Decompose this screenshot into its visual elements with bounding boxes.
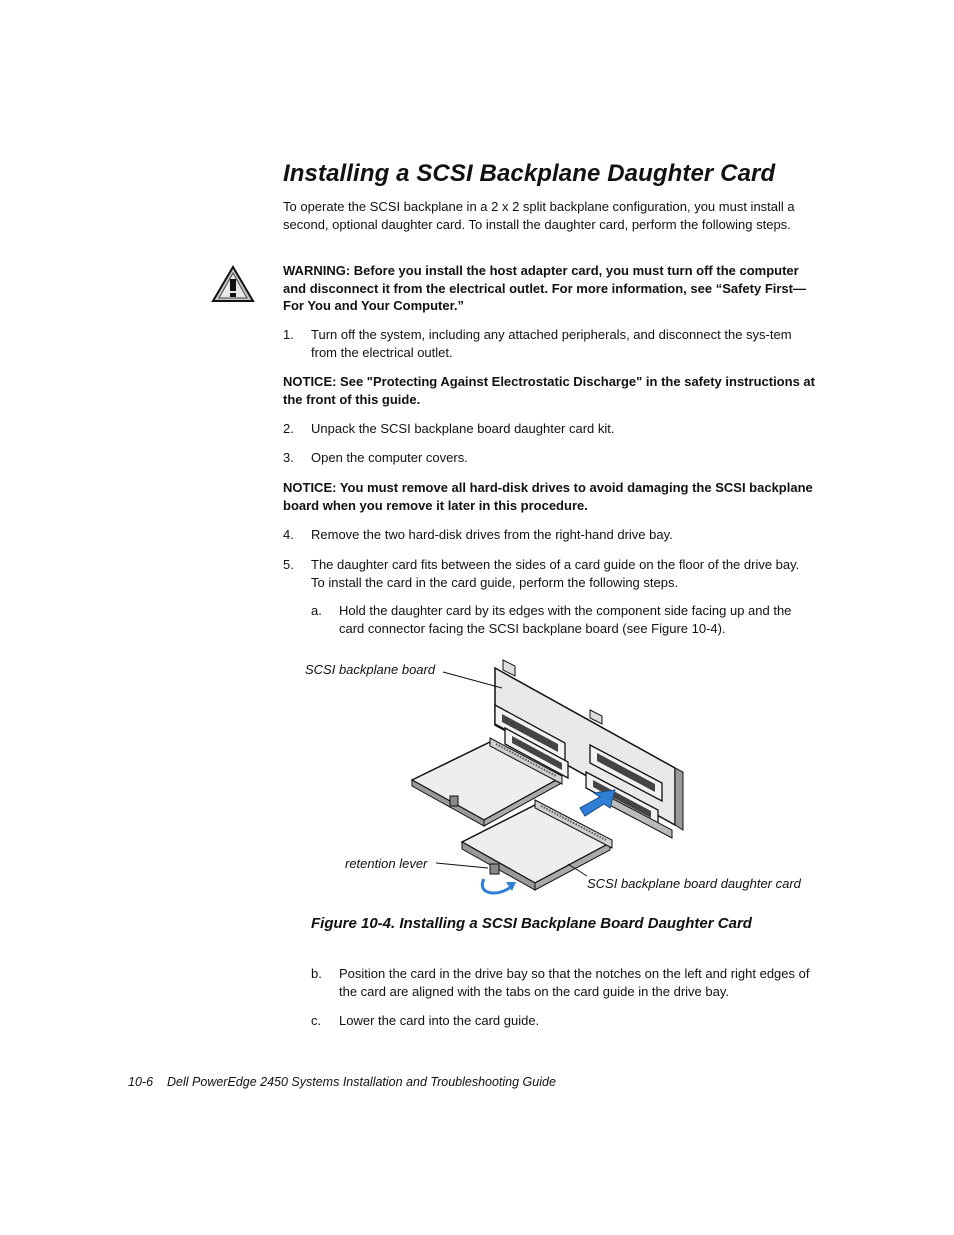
notice-drives: NOTICE: You must remove all hard-disk drives to avoid damaging the SCSI backplane board when you remove it later in this procedure.	[283, 480, 813, 513]
step-number: c.	[311, 1013, 322, 1028]
step-text: Position the card in the drive bay so that the notches on the left and right edges of the card are aligned with the tabs on the card guide in the drive bay.	[339, 966, 810, 999]
step-text: Hold the daughter card by its edges with the component side facing up and the card connector facing the SCSI backplane board (see Figure 10-4).	[339, 603, 792, 636]
step-text: The daughter card fits between the sides of a card guide on the floor of the drive bay. To install the card in the card guide, perform the following steps.	[311, 557, 800, 590]
page-number: 10-6	[128, 1075, 154, 1089]
figure-caption: Figure 10-4. Installing a SCSI Backplane Board Daughter Card	[311, 915, 752, 932]
step-number: 1.	[283, 327, 294, 342]
label-retention-lever: retention lever	[345, 856, 428, 871]
step-number: 5.	[283, 557, 294, 572]
page-footer	[128, 1075, 556, 1089]
footer-title: Dell PowerEdge 2450 Systems Installation and Troubleshooting Guide	[167, 1075, 556, 1089]
warning-text: WARNING: Before you install the host adapter card, you must turn off the computer and disconnect it from the electrical outlet. For more information, see “Safety First—For You and Your Computer.”	[283, 263, 806, 313]
page-title: Installing a SCSI Backplane Daughter Card	[283, 160, 776, 187]
step-text: Remove the two hard-disk drives from the right-hand drive bay.	[311, 527, 673, 542]
label-backplane-board: SCSI backplane board	[305, 662, 436, 677]
step-text: Unpack the SCSI backplane board daughter card kit.	[311, 421, 615, 436]
intro-paragraph: To operate the SCSI backplane in a 2 x 2 split backplane configuration, you must install a second, optional daughter card. To install the daughter card, perform the following steps.	[283, 199, 795, 232]
step-text: Lower the card into the card guide.	[339, 1013, 540, 1028]
notice-esd: NOTICE: See "Protecting Against Electrostatic Discharge" in the safety instructions at the front of this guide.	[283, 374, 815, 407]
step-text: Open the computer covers.	[311, 450, 468, 465]
step-number: 2.	[283, 421, 294, 436]
label-daughter-card: SCSI backplane board daughter card	[587, 876, 801, 891]
step-number: 3.	[283, 450, 294, 465]
warning-icon	[211, 265, 255, 303]
step-number: b.	[311, 966, 322, 981]
step-text: Turn off the system, including any attached peripherals, and disconnect the sys-tem from the electrical outlet.	[311, 327, 792, 360]
step-number: a.	[311, 603, 322, 618]
step-number: 4.	[283, 527, 294, 542]
